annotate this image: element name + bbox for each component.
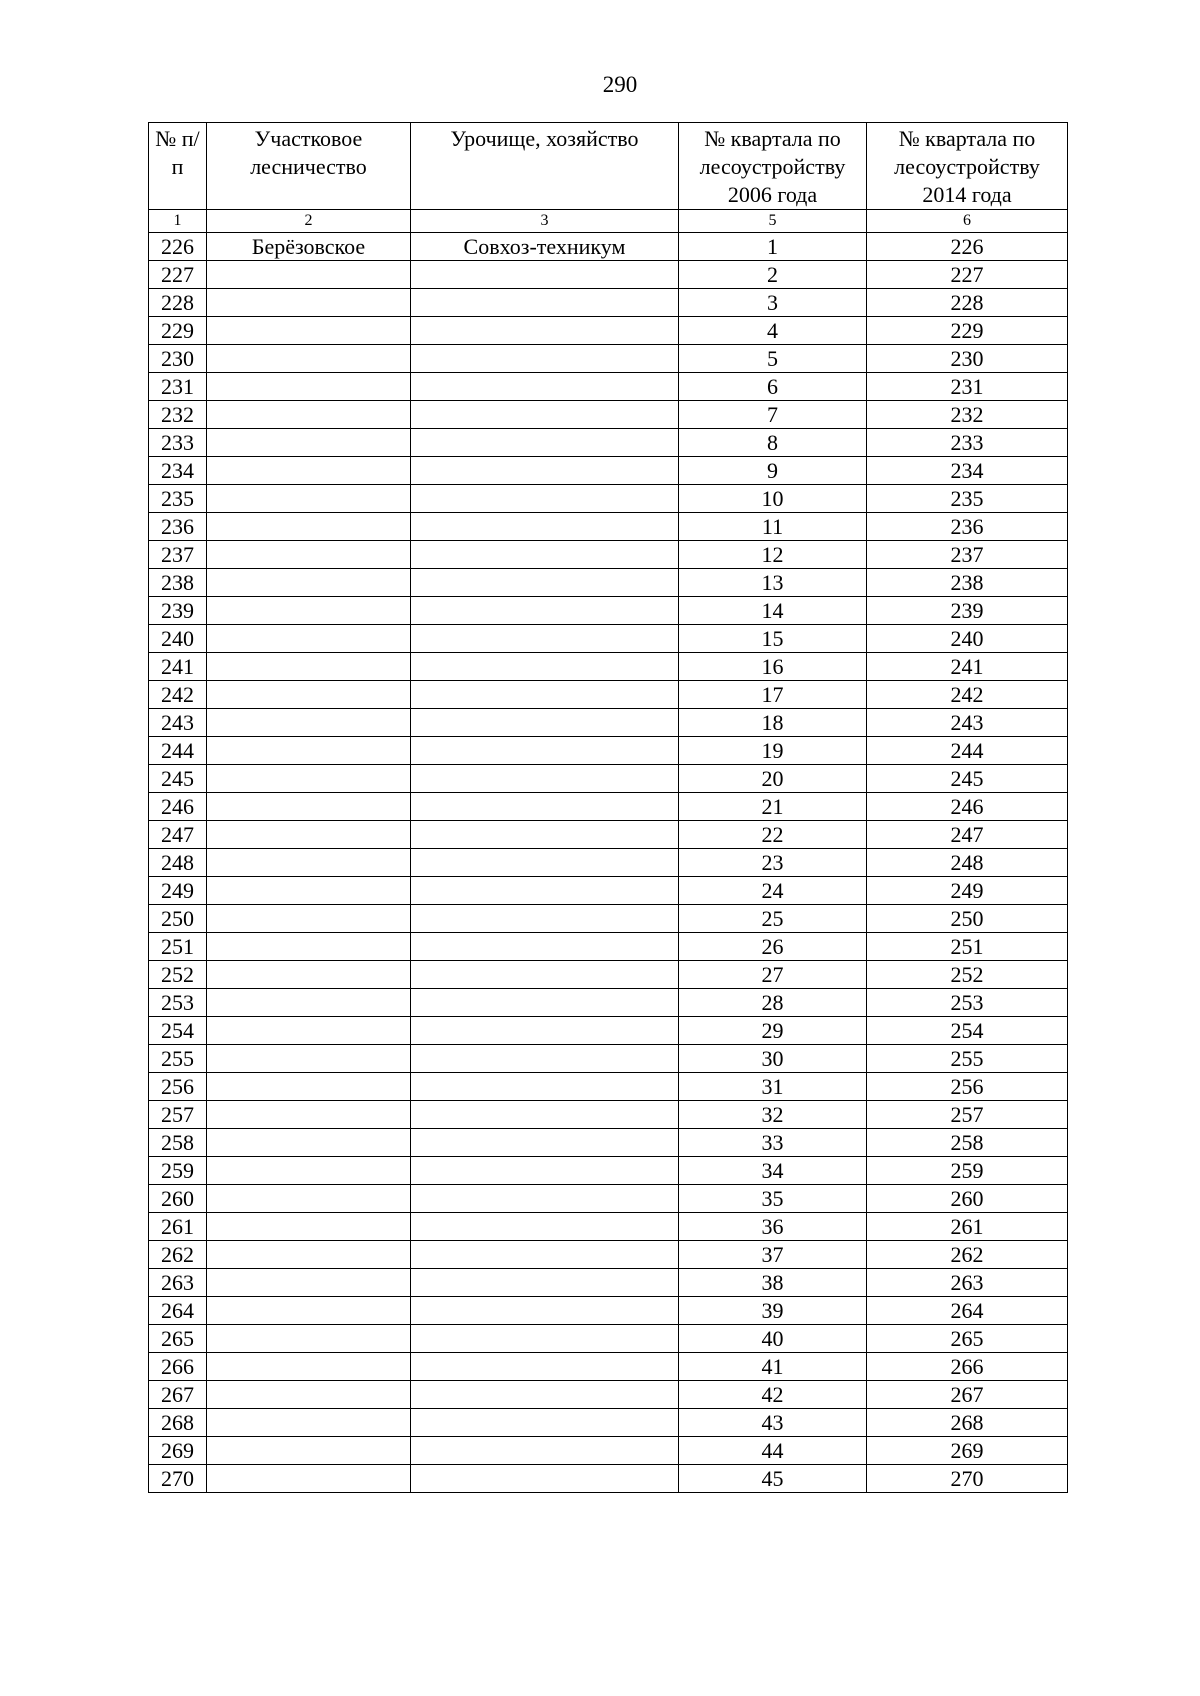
cell-row-number: 241	[149, 653, 207, 681]
cell-row-number: 243	[149, 709, 207, 737]
cell-district-forestry	[207, 373, 411, 401]
cell-row-number: 259	[149, 1157, 207, 1185]
table-row	[149, 1213, 1068, 1241]
cell-quarter-2014: 229	[867, 317, 1068, 345]
cell-row-number: 255	[149, 1045, 207, 1073]
table-row	[149, 1381, 1068, 1409]
table-row	[149, 681, 1068, 709]
cell-tract-farm	[411, 1325, 679, 1353]
cell-tract-farm	[411, 681, 679, 709]
cell-district-forestry	[207, 821, 411, 849]
cell-tract-farm	[411, 317, 679, 345]
cell-quarter-2006: 42	[679, 1381, 867, 1409]
cell-quarter-2014: 267	[867, 1381, 1068, 1409]
cell-row-number: 251	[149, 933, 207, 961]
cell-quarter-2006: 16	[679, 653, 867, 681]
cell-tract-farm	[411, 513, 679, 541]
cell-tract-farm	[411, 1157, 679, 1185]
cell-quarter-2006: 17	[679, 681, 867, 709]
cell-tract-farm	[411, 373, 679, 401]
table-row	[149, 1325, 1068, 1353]
cell-district-forestry	[207, 625, 411, 653]
cell-row-number: 231	[149, 373, 207, 401]
header-quarter-2014: № квартала по лесоустройству 2014 года	[867, 123, 1068, 210]
cell-quarter-2014: 254	[867, 1017, 1068, 1045]
cell-quarter-2014: 268	[867, 1409, 1068, 1437]
cell-quarter-2006: 36	[679, 1213, 867, 1241]
cell-tract-farm	[411, 625, 679, 653]
cell-quarter-2006: 31	[679, 1073, 867, 1101]
cell-district-forestry	[207, 877, 411, 905]
header-district-forestry: Участковое лесничество	[207, 123, 411, 210]
table-row	[149, 961, 1068, 989]
cell-tract-farm	[411, 709, 679, 737]
cell-quarter-2006: 20	[679, 765, 867, 793]
cell-quarter-2006: 45	[679, 1465, 867, 1493]
table-row	[149, 541, 1068, 569]
cell-district-forestry	[207, 569, 411, 597]
table-body	[149, 233, 1068, 1493]
cell-quarter-2014: 261	[867, 1213, 1068, 1241]
cell-quarter-2006: 8	[679, 429, 867, 457]
table-row	[149, 429, 1068, 457]
cell-district-forestry	[207, 709, 411, 737]
column-number: 3	[411, 210, 679, 233]
cell-row-number: 239	[149, 597, 207, 625]
table-row	[149, 289, 1068, 317]
cell-quarter-2014: 249	[867, 877, 1068, 905]
cell-quarter-2006: 40	[679, 1325, 867, 1353]
cell-tract-farm	[411, 1465, 679, 1493]
table-row	[149, 1437, 1068, 1465]
cell-tract-farm	[411, 485, 679, 513]
cell-tract-farm	[411, 1101, 679, 1129]
page-number: 290	[602, 72, 638, 97]
cell-row-number: 258	[149, 1129, 207, 1157]
cell-row-number: 262	[149, 1241, 207, 1269]
cell-district-forestry	[207, 401, 411, 429]
table-row	[149, 457, 1068, 485]
cell-district-forestry	[207, 905, 411, 933]
cell-quarter-2014: 243	[867, 709, 1068, 737]
cell-district-forestry	[207, 457, 411, 485]
cell-row-number: 268	[149, 1409, 207, 1437]
cell-quarter-2006: 25	[679, 905, 867, 933]
cell-tract-farm	[411, 345, 679, 373]
column-number: 2	[207, 210, 411, 233]
cell-quarter-2006: 41	[679, 1353, 867, 1381]
cell-district-forestry	[207, 681, 411, 709]
cell-quarter-2006: 22	[679, 821, 867, 849]
cell-row-number: 232	[149, 401, 207, 429]
cell-row-number: 247	[149, 821, 207, 849]
cell-quarter-2014: 246	[867, 793, 1068, 821]
cell-row-number: 237	[149, 541, 207, 569]
cell-tract-farm	[411, 429, 679, 457]
cell-quarter-2006: 4	[679, 317, 867, 345]
table-row	[149, 933, 1068, 961]
cell-row-number: 244	[149, 737, 207, 765]
cell-quarter-2006: 29	[679, 1017, 867, 1045]
cell-quarter-2014: 234	[867, 457, 1068, 485]
cell-quarter-2006: 18	[679, 709, 867, 737]
cell-tract-farm	[411, 905, 679, 933]
cell-row-number: 263	[149, 1269, 207, 1297]
cell-row-number: 253	[149, 989, 207, 1017]
cell-district-forestry	[207, 317, 411, 345]
cell-quarter-2014: 242	[867, 681, 1068, 709]
cell-quarter-2006: 39	[679, 1297, 867, 1325]
cell-district-forestry	[207, 1269, 411, 1297]
cell-quarter-2014: 235	[867, 485, 1068, 513]
header-row-number: № п/п	[149, 123, 207, 210]
cell-tract-farm	[411, 1269, 679, 1297]
cell-row-number: 257	[149, 1101, 207, 1129]
cell-district-forestry: Берёзовское	[207, 233, 411, 261]
cell-quarter-2014: 255	[867, 1045, 1068, 1073]
cell-quarter-2014: 233	[867, 429, 1068, 457]
cell-quarter-2006: 11	[679, 513, 867, 541]
table-row	[149, 709, 1068, 737]
cell-row-number: 238	[149, 569, 207, 597]
cell-district-forestry	[207, 597, 411, 625]
cell-quarter-2006: 15	[679, 625, 867, 653]
cell-quarter-2006: 7	[679, 401, 867, 429]
column-number: 5	[679, 210, 867, 233]
cell-quarter-2014: 258	[867, 1129, 1068, 1157]
cell-district-forestry	[207, 1129, 411, 1157]
cell-tract-farm	[411, 989, 679, 1017]
cell-quarter-2014: 253	[867, 989, 1068, 1017]
cell-row-number: 227	[149, 261, 207, 289]
cell-quarter-2014: 247	[867, 821, 1068, 849]
cell-quarter-2014: 240	[867, 625, 1068, 653]
cell-tract-farm	[411, 1241, 679, 1269]
cell-quarter-2014: 256	[867, 1073, 1068, 1101]
cell-district-forestry	[207, 1157, 411, 1185]
cell-tract-farm	[411, 289, 679, 317]
cell-row-number: 230	[149, 345, 207, 373]
cell-district-forestry	[207, 1381, 411, 1409]
column-number: 1	[149, 210, 207, 233]
table-row	[149, 513, 1068, 541]
table-row	[149, 1045, 1068, 1073]
cell-tract-farm	[411, 1353, 679, 1381]
cell-quarter-2014: 259	[867, 1157, 1068, 1185]
cell-district-forestry	[207, 1437, 411, 1465]
table-row	[149, 485, 1068, 513]
cell-quarter-2006: 23	[679, 849, 867, 877]
cell-district-forestry	[207, 1353, 411, 1381]
cell-tract-farm	[411, 1381, 679, 1409]
cell-quarter-2014: 238	[867, 569, 1068, 597]
table-row	[149, 1353, 1068, 1381]
cell-quarter-2014: 270	[867, 1465, 1068, 1493]
cell-row-number: 267	[149, 1381, 207, 1409]
cell-quarter-2014: 260	[867, 1185, 1068, 1213]
cell-row-number: 248	[149, 849, 207, 877]
cell-district-forestry	[207, 765, 411, 793]
cell-row-number: 269	[149, 1437, 207, 1465]
cell-quarter-2014: 263	[867, 1269, 1068, 1297]
cell-district-forestry	[207, 513, 411, 541]
cell-quarter-2006: 13	[679, 569, 867, 597]
table-row	[149, 1269, 1068, 1297]
cell-quarter-2006: 6	[679, 373, 867, 401]
cell-tract-farm	[411, 877, 679, 905]
cell-quarter-2006: 5	[679, 345, 867, 373]
table-row	[149, 261, 1068, 289]
table-row	[149, 1185, 1068, 1213]
table-row	[149, 821, 1068, 849]
cell-quarter-2006: 9	[679, 457, 867, 485]
table-row	[149, 1409, 1068, 1437]
cell-tract-farm	[411, 569, 679, 597]
table-row	[149, 597, 1068, 625]
cell-row-number: 264	[149, 1297, 207, 1325]
cell-quarter-2014: 269	[867, 1437, 1068, 1465]
table-row	[149, 345, 1068, 373]
table-row	[149, 1129, 1068, 1157]
cell-quarter-2006: 35	[679, 1185, 867, 1213]
cell-tract-farm	[411, 1437, 679, 1465]
cell-quarter-2014: 232	[867, 401, 1068, 429]
table-row	[149, 1297, 1068, 1325]
cell-district-forestry	[207, 653, 411, 681]
cell-quarter-2006: 26	[679, 933, 867, 961]
cell-quarter-2006: 24	[679, 877, 867, 905]
cell-district-forestry	[207, 289, 411, 317]
cell-quarter-2014: 252	[867, 961, 1068, 989]
column-number: 6	[867, 210, 1068, 233]
cell-quarter-2014: 236	[867, 513, 1068, 541]
cell-tract-farm	[411, 541, 679, 569]
cell-row-number: 250	[149, 905, 207, 933]
cell-tract-farm	[411, 793, 679, 821]
cell-row-number: 242	[149, 681, 207, 709]
header-quarter-2006: № квартала по лесоустройству 2006 года	[679, 123, 867, 210]
cell-district-forestry	[207, 961, 411, 989]
cell-district-forestry	[207, 541, 411, 569]
cell-district-forestry	[207, 1325, 411, 1353]
table-row	[149, 877, 1068, 905]
cell-row-number: 252	[149, 961, 207, 989]
table-row	[149, 373, 1068, 401]
cell-tract-farm	[411, 849, 679, 877]
cell-row-number: 245	[149, 765, 207, 793]
table-row	[149, 401, 1068, 429]
cell-quarter-2014: 245	[867, 765, 1068, 793]
cell-quarter-2006: 19	[679, 737, 867, 765]
cell-district-forestry	[207, 1185, 411, 1213]
table-row	[149, 233, 1068, 261]
cell-district-forestry	[207, 485, 411, 513]
cell-row-number: 228	[149, 289, 207, 317]
cell-tract-farm	[411, 821, 679, 849]
cell-district-forestry	[207, 1297, 411, 1325]
cell-district-forestry	[207, 1045, 411, 1073]
cell-row-number: 270	[149, 1465, 207, 1493]
cell-tract-farm	[411, 1045, 679, 1073]
cell-tract-farm	[411, 401, 679, 429]
cell-tract-farm	[411, 457, 679, 485]
cell-district-forestry	[207, 1101, 411, 1129]
cell-quarter-2006: 43	[679, 1409, 867, 1437]
cell-quarter-2014: 244	[867, 737, 1068, 765]
table-row	[149, 905, 1068, 933]
cell-quarter-2006: 3	[679, 289, 867, 317]
cell-district-forestry	[207, 1073, 411, 1101]
forestry-quarters-table	[148, 122, 1068, 1493]
cell-district-forestry	[207, 261, 411, 289]
cell-row-number: 254	[149, 1017, 207, 1045]
header-row	[149, 123, 1068, 210]
table-header	[149, 123, 1068, 233]
cell-row-number: 240	[149, 625, 207, 653]
cell-quarter-2006: 2	[679, 261, 867, 289]
cell-tract-farm	[411, 1213, 679, 1241]
cell-row-number: 236	[149, 513, 207, 541]
cell-row-number: 234	[149, 457, 207, 485]
cell-tract-farm	[411, 1409, 679, 1437]
cell-district-forestry	[207, 793, 411, 821]
table-row	[149, 569, 1068, 597]
cell-row-number: 235	[149, 485, 207, 513]
cell-tract-farm	[411, 597, 679, 625]
cell-tract-farm	[411, 737, 679, 765]
table-row	[149, 737, 1068, 765]
cell-district-forestry	[207, 737, 411, 765]
cell-quarter-2014: 266	[867, 1353, 1068, 1381]
cell-quarter-2014: 239	[867, 597, 1068, 625]
table-row	[149, 793, 1068, 821]
cell-quarter-2006: 12	[679, 541, 867, 569]
cell-quarter-2014: 241	[867, 653, 1068, 681]
cell-tract-farm	[411, 765, 679, 793]
cell-quarter-2006: 27	[679, 961, 867, 989]
cell-quarter-2014: 250	[867, 905, 1068, 933]
cell-quarter-2006: 32	[679, 1101, 867, 1129]
cell-quarter-2014: 251	[867, 933, 1068, 961]
table-row	[149, 1073, 1068, 1101]
cell-tract-farm	[411, 933, 679, 961]
cell-district-forestry	[207, 1213, 411, 1241]
header-tract-farm: Урочище, хозяйство	[411, 123, 679, 210]
table-row	[149, 765, 1068, 793]
table-row	[149, 1465, 1068, 1493]
cell-district-forestry	[207, 849, 411, 877]
cell-quarter-2006: 1	[679, 233, 867, 261]
cell-quarter-2014: 228	[867, 289, 1068, 317]
table-row	[149, 317, 1068, 345]
cell-district-forestry	[207, 345, 411, 373]
cell-district-forestry	[207, 1465, 411, 1493]
cell-quarter-2006: 14	[679, 597, 867, 625]
cell-quarter-2006: 37	[679, 1241, 867, 1269]
cell-tract-farm	[411, 653, 679, 681]
table-row	[149, 625, 1068, 653]
table-row	[149, 653, 1068, 681]
table-row	[149, 1157, 1068, 1185]
cell-row-number: 233	[149, 429, 207, 457]
cell-row-number: 226	[149, 233, 207, 261]
cell-quarter-2006: 30	[679, 1045, 867, 1073]
cell-tract-farm	[411, 261, 679, 289]
cell-district-forestry	[207, 933, 411, 961]
cell-tract-farm	[411, 1185, 679, 1213]
cell-row-number: 246	[149, 793, 207, 821]
cell-quarter-2014: 257	[867, 1101, 1068, 1129]
cell-quarter-2014: 264	[867, 1297, 1068, 1325]
cell-quarter-2014: 230	[867, 345, 1068, 373]
cell-district-forestry	[207, 1241, 411, 1269]
cell-quarter-2006: 33	[679, 1129, 867, 1157]
table-row	[149, 849, 1068, 877]
cell-row-number: 229	[149, 317, 207, 345]
cell-quarter-2014: 231	[867, 373, 1068, 401]
cell-quarter-2014: 262	[867, 1241, 1068, 1269]
column-number-row	[149, 210, 1068, 233]
cell-tract-farm	[411, 1017, 679, 1045]
cell-row-number: 249	[149, 877, 207, 905]
table-row	[149, 1017, 1068, 1045]
cell-row-number: 266	[149, 1353, 207, 1381]
cell-district-forestry	[207, 1017, 411, 1045]
cell-district-forestry	[207, 429, 411, 457]
cell-quarter-2006: 34	[679, 1157, 867, 1185]
cell-row-number: 256	[149, 1073, 207, 1101]
cell-quarter-2006: 44	[679, 1437, 867, 1465]
cell-tract-farm	[411, 1073, 679, 1101]
table-row	[149, 1241, 1068, 1269]
cell-quarter-2014: 265	[867, 1325, 1068, 1353]
cell-quarter-2014: 248	[867, 849, 1068, 877]
cell-tract-farm	[411, 1129, 679, 1157]
cell-quarter-2006: 21	[679, 793, 867, 821]
table-row	[149, 989, 1068, 1017]
cell-tract-farm	[411, 961, 679, 989]
cell-quarter-2014: 226	[867, 233, 1068, 261]
cell-district-forestry	[207, 989, 411, 1017]
cell-row-number: 261	[149, 1213, 207, 1241]
cell-quarter-2014: 227	[867, 261, 1068, 289]
cell-quarter-2006: 28	[679, 989, 867, 1017]
cell-tract-farm	[411, 1297, 679, 1325]
cell-row-number: 260	[149, 1185, 207, 1213]
cell-quarter-2006: 10	[679, 485, 867, 513]
cell-row-number: 265	[149, 1325, 207, 1353]
cell-quarter-2014: 237	[867, 541, 1068, 569]
table-row	[149, 1101, 1068, 1129]
cell-district-forestry	[207, 1409, 411, 1437]
cell-quarter-2006: 38	[679, 1269, 867, 1297]
cell-tract-farm: Совхоз-техникум	[411, 233, 679, 261]
